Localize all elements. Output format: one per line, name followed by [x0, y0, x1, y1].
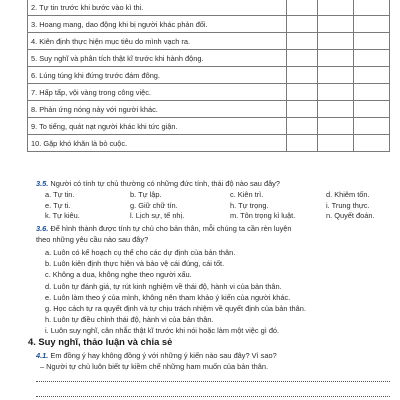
options-row — [45, 211, 395, 222]
option-item[interactable]: k. Tự kiêu. — [45, 211, 80, 221]
option-item[interactable]: e. Tự ti. — [45, 200, 71, 210]
answer-cell[interactable] — [286, 67, 318, 84]
option-item[interactable]: d. Khiêm tốn. — [326, 190, 370, 199]
statement-cell: 2. Tự tin trước khi bước vào kì thi. — [28, 0, 287, 16]
list-item[interactable]: b. Luôn kiên định thực hiện và bảo vệ cái đúng, cái tốt. — [45, 259, 225, 269]
options-row — [45, 190, 395, 201]
answer-cell[interactable] — [318, 33, 354, 50]
answer-cell[interactable] — [318, 0, 354, 16]
question-number: 3.6. — [36, 224, 49, 233]
question-3-6 — [36, 224, 392, 245]
answer-cell[interactable] — [318, 84, 354, 101]
answer-cell[interactable] — [318, 16, 354, 33]
answer-line[interactable] — [36, 381, 390, 382]
list-item[interactable]: c. Không a dua, không nghe theo người xấu. — [45, 270, 192, 280]
answer-cell[interactable] — [318, 50, 354, 67]
question-3-6-items — [45, 247, 395, 337]
statement-cell: 10. Gặp khó khăn là bỏ cuộc. — [28, 135, 287, 152]
question-text: Em đồng ý hay không đồng ý với những ý kiến nào sau đây? Vì sao? — [50, 351, 277, 360]
table-row — [28, 118, 390, 135]
statement-table — [27, 0, 390, 152]
question-text-line-2: theo những yêu cầu nào sau đây? — [36, 234, 149, 244]
answer-cell[interactable] — [318, 135, 354, 152]
answer-cell[interactable] — [286, 33, 318, 50]
option-item[interactable]: c. Kiên trì. — [230, 190, 264, 199]
answer-cell[interactable] — [354, 135, 390, 152]
answer-cell[interactable] — [286, 118, 318, 135]
option-item[interactable]: m. Tôn trọng kỉ luật. — [230, 211, 296, 221]
answer-cell[interactable] — [354, 118, 390, 135]
table-row — [28, 101, 390, 118]
table-row — [28, 50, 390, 67]
option-item[interactable]: i. Trung thực. — [326, 200, 370, 210]
answer-cell[interactable] — [354, 67, 390, 84]
list-item[interactable]: g. Học cách tự ra quyết định và tự chịu trách nhiệm về quyết định của bản thân. — [45, 304, 306, 314]
question-text-line-1: Để hình thành được tính tự chủ cho bản thân, mỗi chúng ta cần rèn luyện — [50, 224, 292, 233]
question-3-5-options — [45, 190, 395, 222]
option-item[interactable]: l. Lịch sự, tế nhị. — [130, 211, 185, 221]
statement-cell: 7. Hấp tấp, vội vàng trong công việc. — [28, 84, 287, 101]
question-number: 3.5. — [36, 179, 49, 188]
answer-cell[interactable] — [286, 135, 318, 152]
list-item[interactable]: i. Luôn suy nghĩ, cân nhắc thật kĩ trước khi nói hoặc làm một việc gì đó. — [45, 326, 280, 336]
option-item[interactable]: n. Quyết đoán. — [326, 211, 375, 221]
answer-statement: – Người tự chủ luôn biết tự kiềm chế những ham muốn của bản thân. — [40, 362, 269, 371]
option-item[interactable]: a. Tự tin. — [45, 190, 75, 199]
section-title: 4. Suy nghĩ, thảo luận và chia sẻ — [28, 336, 173, 347]
question-text: Người có tính tự chủ thường có những đức tính, thái độ nào sau đây? — [50, 179, 280, 188]
table-row — [28, 135, 390, 152]
answer-cell[interactable] — [318, 118, 354, 135]
question-4-1 — [36, 350, 277, 361]
answer-cell[interactable] — [286, 50, 318, 67]
answer-cell[interactable] — [354, 16, 390, 33]
option-item[interactable]: g. Giữ chữ tín. — [130, 200, 178, 210]
statement-cell: 3. Hoang mang, dao động khi bị người khác phản đối. — [28, 16, 287, 33]
table-row — [28, 67, 390, 84]
answer-cell[interactable] — [354, 50, 390, 67]
statement-cell: 8. Phản ứng nóng nảy với người khác. — [28, 101, 287, 118]
answer-line[interactable] — [36, 396, 390, 397]
answer-cell[interactable] — [318, 67, 354, 84]
list-item[interactable]: h. Luôn tự điều chỉnh thái độ, hành vi của bản thân. — [45, 315, 214, 325]
statement-cell: 9. To tiếng, quát nạt người khác khi tức giận. — [28, 118, 287, 135]
answer-cell[interactable] — [354, 101, 390, 118]
option-item[interactable]: h. Tự trọng. — [230, 200, 269, 210]
answer-cell[interactable] — [354, 84, 390, 101]
list-item[interactable]: e. Luôn làm theo ý của mình, không nên tham khảo ý kiến của người khác. — [45, 292, 291, 302]
answer-cell[interactable] — [318, 101, 354, 118]
answer-cell[interactable] — [354, 0, 390, 16]
answer-cell[interactable] — [286, 101, 318, 118]
table-row — [28, 16, 390, 33]
statement-cell: 6. Lúng túng khi đứng trước đám đông. — [28, 67, 287, 84]
list-item[interactable]: a. Luôn có kế hoạch cụ thể cho các dự định của bản thân. — [45, 248, 236, 257]
table-row — [28, 0, 390, 16]
answer-cell[interactable] — [286, 84, 318, 101]
answer-cell[interactable] — [286, 0, 318, 16]
list-item[interactable]: d. Luôn tự đánh giá, tự rút kinh nghiệm về thái độ, hành vi của bản thân. — [45, 281, 282, 291]
option-item[interactable]: b. Tự lập. — [130, 190, 162, 199]
statement-cell: 5. Suy nghĩ và phân tích thật kĩ trước khi hành động. — [28, 50, 287, 67]
question-number: 4.1. — [36, 351, 49, 360]
table-row — [28, 84, 390, 101]
answer-cell[interactable] — [354, 33, 390, 50]
answer-cell[interactable] — [286, 16, 318, 33]
table-row — [28, 33, 390, 50]
question-3-5 — [36, 179, 392, 190]
statement-cell: 4. Kiên định thực hiện mục tiêu do mình vạch ra. — [28, 33, 287, 50]
options-row — [45, 201, 395, 212]
